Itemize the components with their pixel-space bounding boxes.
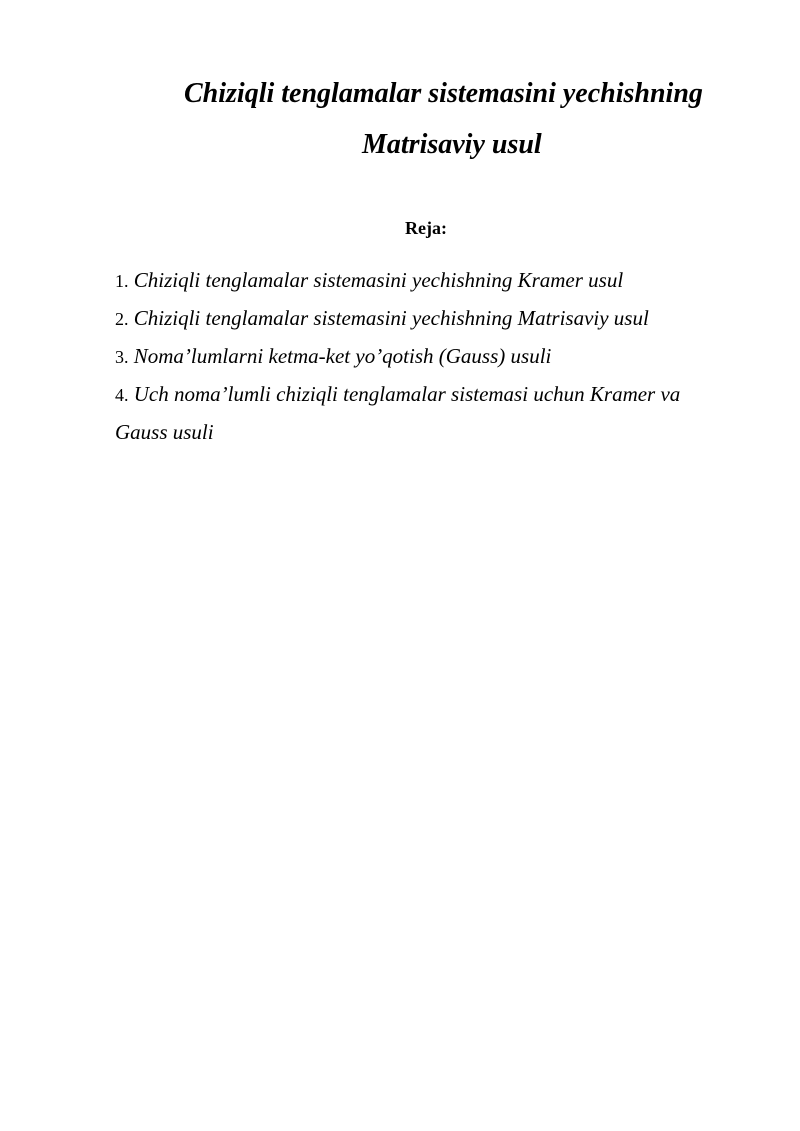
plan-item-text: Noma’lumlarni ketma-ket yo’qotish (Gauss) usuli <box>133 344 552 368</box>
plan-item-2 <box>115 300 715 338</box>
plan-item-number: 2. <box>115 309 129 329</box>
document-title-line-1: Chiziqli tenglamalar sistemasini yechishning <box>184 78 703 109</box>
plan-item-4 <box>115 376 715 451</box>
plan-item-text: Chiziqli tenglamalar sistemasini yechishning Matrisaviy usul <box>133 306 649 330</box>
plan-item-text: Uch noma’lumli chiziqli tenglamalar sistemasi uchun Kramer va <box>133 382 681 406</box>
plan-item-number: 3. <box>115 347 129 367</box>
plan-item-number: 1. <box>115 271 129 291</box>
plan-item-text-continuation: Gauss usuli <box>115 420 214 444</box>
plan-item-1 <box>115 262 715 300</box>
plan-list <box>115 262 715 451</box>
plan-item-3 <box>115 338 715 376</box>
plan-heading: Reja: <box>405 218 447 238</box>
plan-item-number: 4. <box>115 385 129 405</box>
plan-item-text: Chiziqli tenglamalar sistemasini yechishning Kramer usul <box>133 268 624 292</box>
document-title-line-2: Matrisaviy usul <box>362 129 542 160</box>
